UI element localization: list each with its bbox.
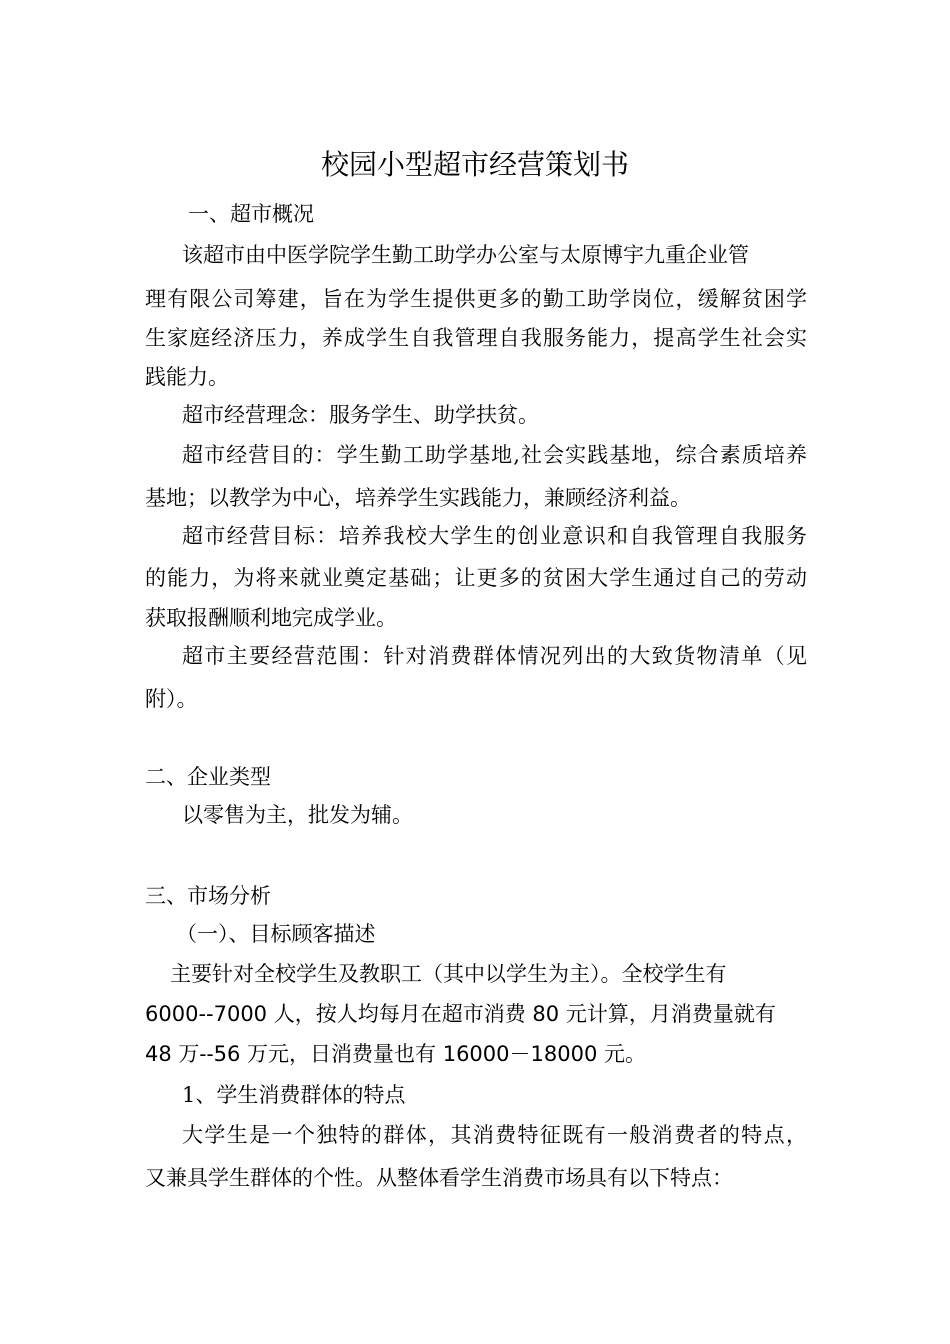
section3-p2-line1: 大学生是一个独特的群体，其消费特征既有一般消费者的特点， [182, 1123, 807, 1147]
section3-p1-line3 [145, 1039, 646, 1069]
section2-p1: 以零售为主，批发为辅。 [182, 803, 413, 827]
section3-p2-line2: 又兼具学生群体的个性。从整体看学生消费市场具有以下特点： [145, 1166, 733, 1190]
section3-p1-line2 [145, 999, 776, 1029]
document-title: 校园小型超市经营策划书 [320, 148, 629, 181]
section3-point1: 1、学生消费群体的特点 [182, 1083, 406, 1107]
section1-p3-line2: 基地；以教学为中心，培养学生实践能力，兼顾经济利益。 [145, 486, 691, 510]
section1-p4-line1: 超市经营目标：培养我校大学生的创业意识和自我管理自我服务 [182, 524, 807, 548]
text-span: 万元，日消费量也有 [240, 1042, 443, 1066]
section1-p1-line3: 生家庭经济压力，养成学生自我管理自我服务能力，提高学生社会实 [145, 326, 807, 350]
section1-p1-line1: 该超市由中医学院学生勤工助学办公室与太原博宇九重企业管 [182, 243, 749, 267]
text-span: 万-- [171, 1042, 214, 1066]
section1-p2: 超市经营理念：服务学生、助学扶贫。 [182, 403, 539, 427]
section1-p4-line3: 获取报酬顺利地完成学业。 [145, 606, 397, 630]
section2-heading: 二、企业类型 [145, 765, 271, 789]
section1-p4-line2: 的能力，为将来就业奠定基础；让更多的贫困大学生通过自己的劳动 [145, 566, 807, 590]
section3-sub1: （一）、目标顾客描述 [176, 922, 376, 946]
section3-p1-line1: 主要针对全校学生及教职工（其中以学生为主）。全校学生有 [170, 962, 727, 986]
section1-p3-line1: 超市经营目的：学生勤工助学基地,社会实践基地，综合素质培养 [182, 443, 807, 467]
monthly-total-high: 56 [213, 1042, 241, 1066]
section1-p1-line4: 践能力。 [145, 365, 229, 389]
section1-p5-line2: 附）。 [145, 687, 198, 711]
student-count: 6000--7000 [145, 1002, 268, 1026]
section1-p1-line2: 理有限公司筹建，旨在为学生提供更多的勤工助学岗位，缓解贫困学 [145, 287, 807, 311]
monthly-total-low: 48 [145, 1042, 172, 1066]
text-span: 人，按人均每月在超市消费 [267, 1002, 533, 1026]
daily-total: 16000－18000 [442, 1042, 598, 1066]
section1-p5-line1: 超市主要经营范围：针对消费群体情况列出的大致货物清单（见 [182, 644, 807, 668]
text-span: 元计算，月消费量就有 [559, 1002, 776, 1026]
text-span: 元。 [597, 1042, 646, 1066]
section3-heading: 三、市场分析 [145, 884, 271, 908]
monthly-spend: 80 [532, 1002, 560, 1026]
section1-heading: 一、超市概况 [188, 202, 314, 226]
